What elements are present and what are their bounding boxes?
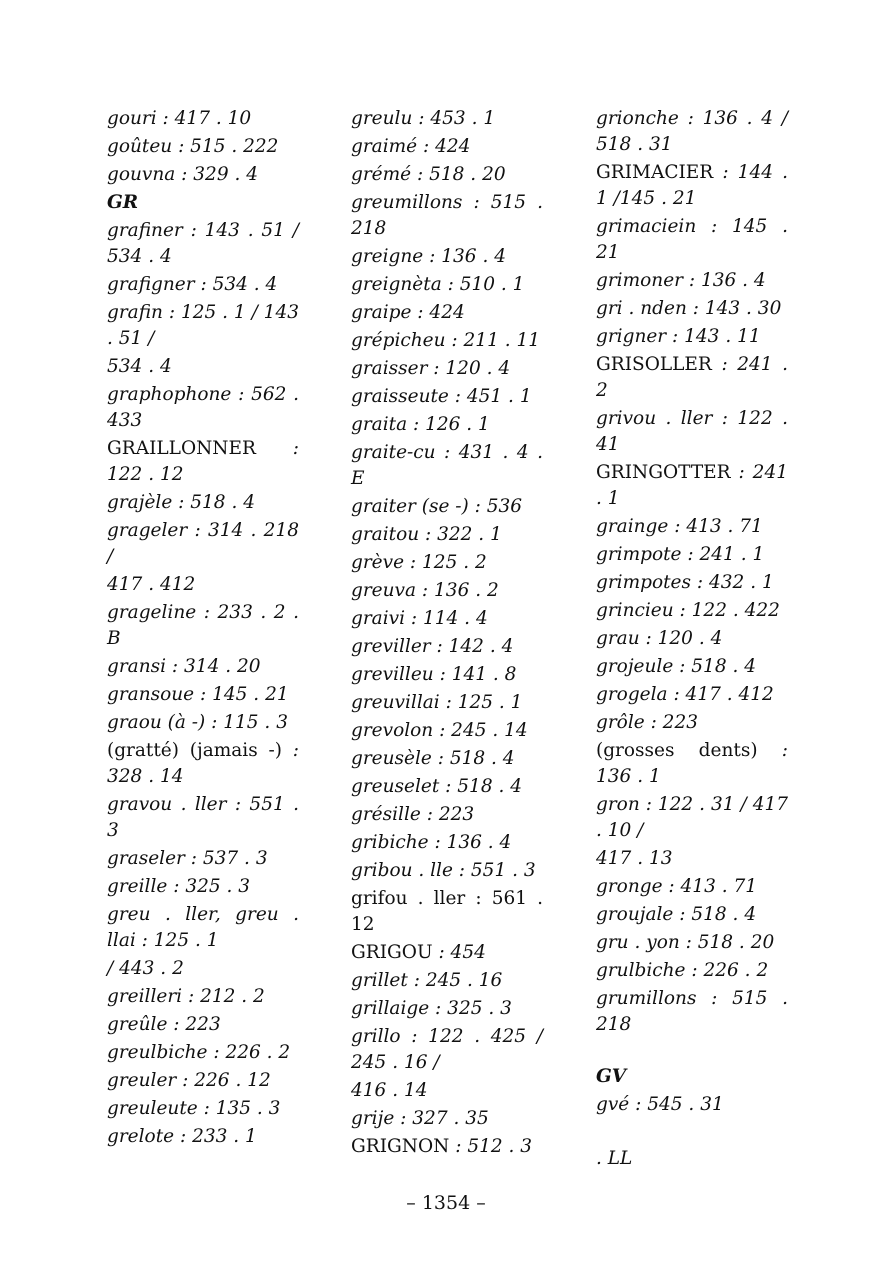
index-entry: grevolon : 245 . 14 (351, 720, 528, 741)
index-entry (596, 352, 788, 404)
index-entry: goûteu : 515 . 222 (107, 136, 279, 157)
entry-headword: GRAILLONNER (107, 438, 256, 459)
index-entry: grépicheu : 211 . 11 (351, 330, 541, 351)
index-entry: grimaciein : 145 . 21 (596, 216, 788, 263)
index-entry (107, 738, 299, 790)
index-entry: greuva : 136 . 2 (351, 580, 499, 601)
index-entry: grimpotes : 432 . 1 (596, 572, 774, 593)
index-entry: groujale : 518 . 4 (596, 904, 757, 925)
entry-headword: (gratté) (jamais -) (107, 740, 282, 761)
index-entry: grôle : 223 (596, 712, 698, 733)
section-heading: GR (107, 192, 139, 213)
index-entry: grevilleu : 141 . 8 (351, 664, 517, 685)
entry-headword: GRIGNON (351, 1136, 450, 1157)
index-entry: greûle : 223 (107, 1014, 221, 1035)
index-entry: / 443 . 2 (107, 958, 184, 979)
index-column-1 (107, 106, 299, 1152)
index-entry: grulbiche : 226 . 2 (596, 960, 769, 981)
index-entry: gribiche : 136 . 4 (351, 832, 512, 853)
index-entry: greviller : 142 . 4 (351, 636, 514, 657)
index-entry: gouvna : 329 . 4 (107, 164, 259, 185)
index-entry: 534 . 4 (107, 356, 172, 377)
index-entry: greulu : 453 . 1 (351, 108, 496, 129)
entry-headword: GRISOLLER (596, 354, 712, 375)
index-entry: graseler : 537 . 3 (107, 848, 268, 869)
index-entry: grillaige : 325 . 3 (351, 998, 512, 1019)
index-entry: graimé : 424 (351, 136, 471, 157)
index-entry (596, 160, 788, 212)
index-entry: greuleute : 135 . 3 (107, 1098, 281, 1119)
index-entry: graite-cu : 431 . 4 . E (351, 442, 543, 489)
index-entry (596, 738, 788, 790)
entry-headword: GRINGOTTER (596, 462, 731, 483)
index-entry: grève : 125 . 2 (351, 552, 487, 573)
index-entry: grimpote : 241 . 1 (596, 544, 765, 565)
index-entry: grageline : 233 . 2 . B (107, 602, 299, 649)
index-entry: gronge : 413 . 71 (596, 876, 758, 897)
entry-headword: grifou . ller : 561 . 12 (351, 888, 543, 935)
index-entry: 417 . 13 (596, 848, 673, 869)
entry-reference: : 241 . 1 (596, 462, 788, 509)
index-entry (351, 940, 543, 966)
index-entry: gribou . lle : 551 . 3 (351, 860, 536, 881)
index-entry: 416 . 14 (351, 1080, 428, 1101)
index-entry: greignèta : 510 . 1 (351, 274, 525, 295)
index-entry: grivou . ller : 122 . 41 (596, 408, 788, 455)
index-column-2 (351, 106, 543, 1162)
index-entry: grajèle : 518 . 4 (107, 492, 255, 513)
index-entry: grau : 120 . 4 (596, 628, 723, 649)
entry-reference: : 122 . 12 (107, 438, 299, 485)
index-entry: 417 . 412 (107, 574, 196, 595)
index-entry: grojeule : 518 . 4 (596, 656, 757, 677)
index-entry: grogela : 417 . 412 (596, 684, 774, 705)
index-entry: graisseute : 451 . 1 (351, 386, 532, 407)
index-entry: greumillons : 515 . 218 (351, 192, 543, 239)
index-entry: greilleri : 212 . 2 (107, 986, 265, 1007)
index-entry: graiter (se -) : 536 (351, 496, 523, 517)
index-entry: grémé : 518 . 20 (351, 164, 506, 185)
entry-reference: : 512 . 3 (449, 1136, 533, 1157)
index-entry: gri . nden : 143 . 30 (596, 298, 782, 319)
entry-reference: : 454 (432, 942, 486, 963)
index-entry: greu . ller, greu . llai : 125 . 1 (107, 904, 299, 951)
index-entry: greigne : 136 . 4 (351, 246, 506, 267)
index-entry: greuselet : 518 . 4 (351, 776, 523, 797)
index-entry: grije : 327 . 35 (351, 1108, 489, 1129)
index-entry: grageler : 314 . 218 / (107, 520, 299, 567)
section-heading: GV (596, 1066, 627, 1087)
index-entry: grimoner : 136 . 4 (596, 270, 766, 291)
index-entry: greusèle : 518 . 4 (351, 748, 515, 769)
index-entry: gransoue : 145 . 21 (107, 684, 289, 705)
index-entry: grigner : 143 . 11 (596, 326, 761, 347)
index-entry: gouri : 417 . 10 (107, 108, 252, 129)
index-entry: graphophone : 562 . 433 (107, 384, 299, 431)
entry-reference: : 136 . 1 (596, 740, 788, 787)
entry-reference: : 241 . 2 (596, 354, 788, 401)
index-entry: greuvillai : 125 . 1 (351, 692, 523, 713)
index-entry: graipe : 424 (351, 302, 465, 323)
index-entry: graita : 126 . 1 (351, 414, 490, 435)
index-entry: grionche : 136 . 4 / 518 . 31 (596, 108, 788, 155)
entry-reference: : 328 . 14 (107, 740, 299, 787)
index-entry: grésille : 223 (351, 804, 475, 825)
index-entry: graisser : 120 . 4 (351, 358, 511, 379)
index-entry: graivi : 114 . 4 (351, 608, 488, 629)
index-entry (107, 436, 299, 488)
index-entry: gron : 122 . 31 / 417 . 10 / (596, 794, 788, 841)
index-entry: grillet : 245 . 16 (351, 970, 503, 991)
index-entry: grincieu : 122 . 422 (596, 600, 780, 621)
index-entry (596, 460, 788, 512)
index-entry (351, 886, 543, 938)
index-entry (351, 1134, 543, 1160)
index-entry: grafin : 125 . 1 / 143 . 51 / (107, 302, 299, 349)
index-entry: grafiner : 143 . 51 / 534 . 4 (107, 220, 299, 267)
entry-reference: : 144 . 1 /145 . 21 (596, 162, 788, 209)
entry-headword: (grosses dents) (596, 740, 758, 761)
index-column-3 (596, 106, 788, 1172)
index-entry: greuler : 226 . 12 (107, 1070, 271, 1091)
entry-headword: GRIMACIER (596, 162, 714, 183)
index-entry: grainge : 413 . 71 (596, 516, 763, 537)
index-entry: gravou . ller : 551 . 3 (107, 794, 299, 841)
index-entry: graou (à -) : 115 . 3 (107, 712, 288, 733)
index-entry: grillo : 122 . 425 / 245 . 16 / (351, 1026, 543, 1073)
index-entry: grelote : 233 . 1 (107, 1126, 257, 1147)
index-entry: gru . yon : 518 . 20 (596, 932, 775, 953)
entry-headword: GRIGOU (351, 942, 433, 963)
page-number: – 1354 – (406, 1192, 486, 1214)
index-entry: greille : 325 . 3 (107, 876, 251, 897)
index-entry: greulbiche : 226 . 2 (107, 1042, 291, 1063)
index-entry: gransi : 314 . 20 (107, 656, 261, 677)
index-entry: gvé : 545 . 31 (596, 1094, 724, 1115)
index-entry: grumillons : 515 . 218 (596, 988, 788, 1035)
footnote-mark: . LL (596, 1148, 633, 1169)
index-entry: graitou : 322 . 1 (351, 524, 502, 545)
index-entry: grafigner : 534 . 4 (107, 274, 278, 295)
